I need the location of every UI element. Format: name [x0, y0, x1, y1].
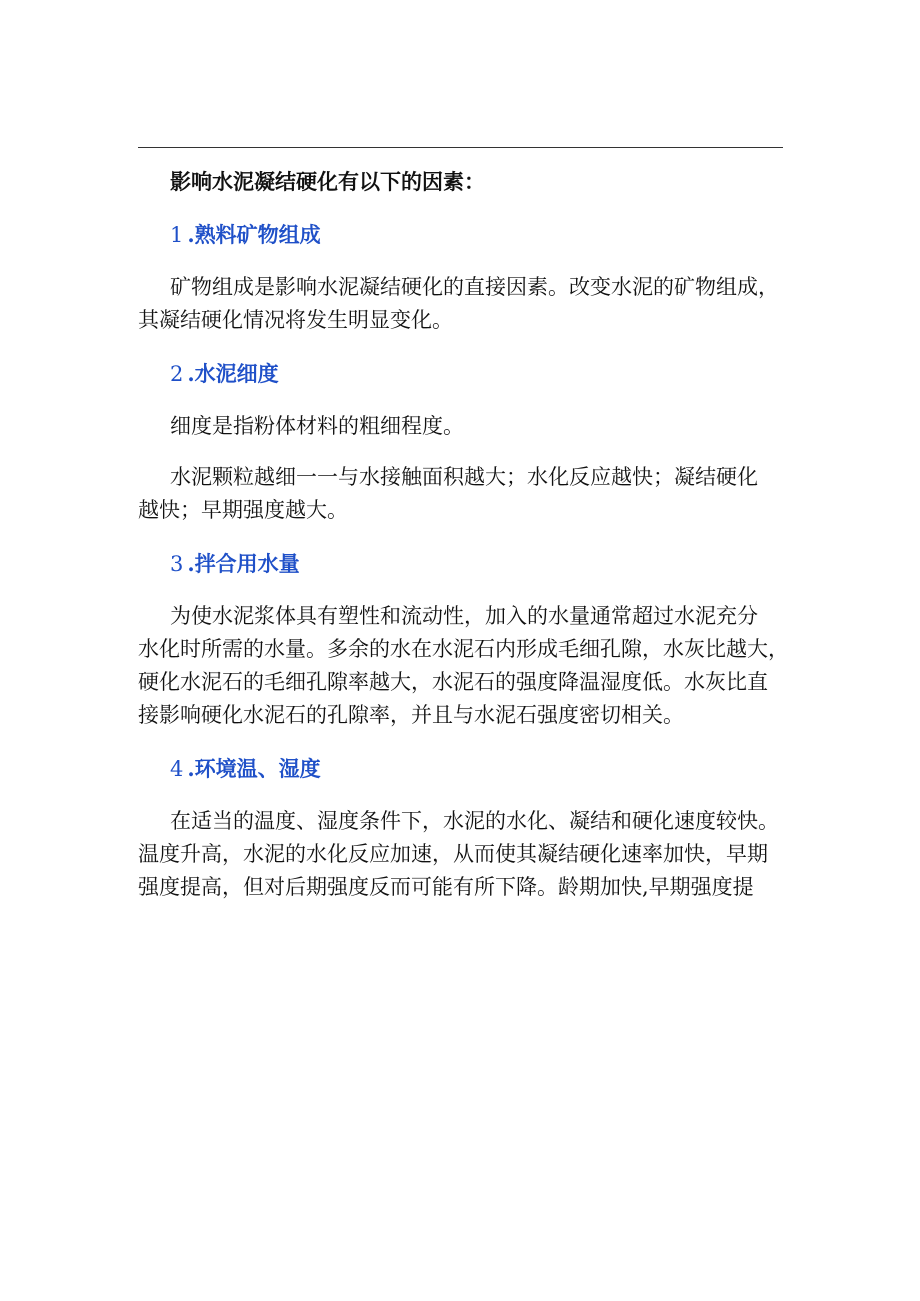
- section-number: 2: [170, 362, 184, 386]
- paragraph-line: 细度是指粉体材料的粗细程度。: [170, 414, 464, 438]
- paragraph-line: 为使水泥浆体具有塑性和流动性，加入的水量通常超过水泥充分: [170, 604, 758, 628]
- paragraph-line: 矿物组成是影响水泥凝结硬化的直接因素。改变水泥的矿物组成，: [170, 275, 779, 299]
- paragraph-line: 接影响硬化水泥石的孔隙率，并且与水泥石强度密切相关。: [138, 703, 684, 727]
- section-title: .环境温、湿度: [187, 756, 321, 781]
- intro-text: 影响水泥凝结硬化有以下的因素：: [170, 169, 485, 194]
- paragraph-line: 硬化水泥石的毛细孔隙率越大，水泥石的强度降温湿度低。水灰比直: [138, 670, 768, 694]
- paragraph-line: 在适当的温度、湿度条件下，水泥的水化、凝结和硬化速度较快。: [170, 809, 779, 833]
- section-title: .水泥细度: [187, 361, 279, 386]
- paragraph-line: 其凝结硬化情况将发生明显变化。: [138, 308, 453, 332]
- section-heading-1: [138, 218, 790, 251]
- paragraph-line: 越快；早期强度越大。: [138, 498, 348, 522]
- section-number: 4: [170, 757, 184, 781]
- section-number: 3: [170, 552, 184, 576]
- paragraph-line: 水泥颗粒越细一一与水接触面积越大；水化反应越快；凝结硬化: [170, 465, 758, 489]
- section-title: .熟料矿物组成: [187, 222, 321, 247]
- section-heading-2: [138, 357, 790, 390]
- paragraph-line: 强度提高，但对后期强度反而可能有所下降。龄期加快,早期强度提: [138, 875, 754, 899]
- header-rule: [138, 147, 783, 148]
- paragraph-line: 温度升高，水泥的水化反应加速，从而使其凝结硬化速率加快，早期: [138, 842, 768, 866]
- section-heading-4: [138, 752, 790, 785]
- paragraph-line: 水化时所需的水量。多余的水在水泥石内形成毛细孔隙，水灰比越大，: [138, 637, 789, 661]
- section-title: .拌合用水量: [187, 551, 300, 576]
- section-number: 1: [170, 223, 184, 247]
- section-heading-3: [138, 547, 790, 580]
- document-body: [138, 165, 790, 904]
